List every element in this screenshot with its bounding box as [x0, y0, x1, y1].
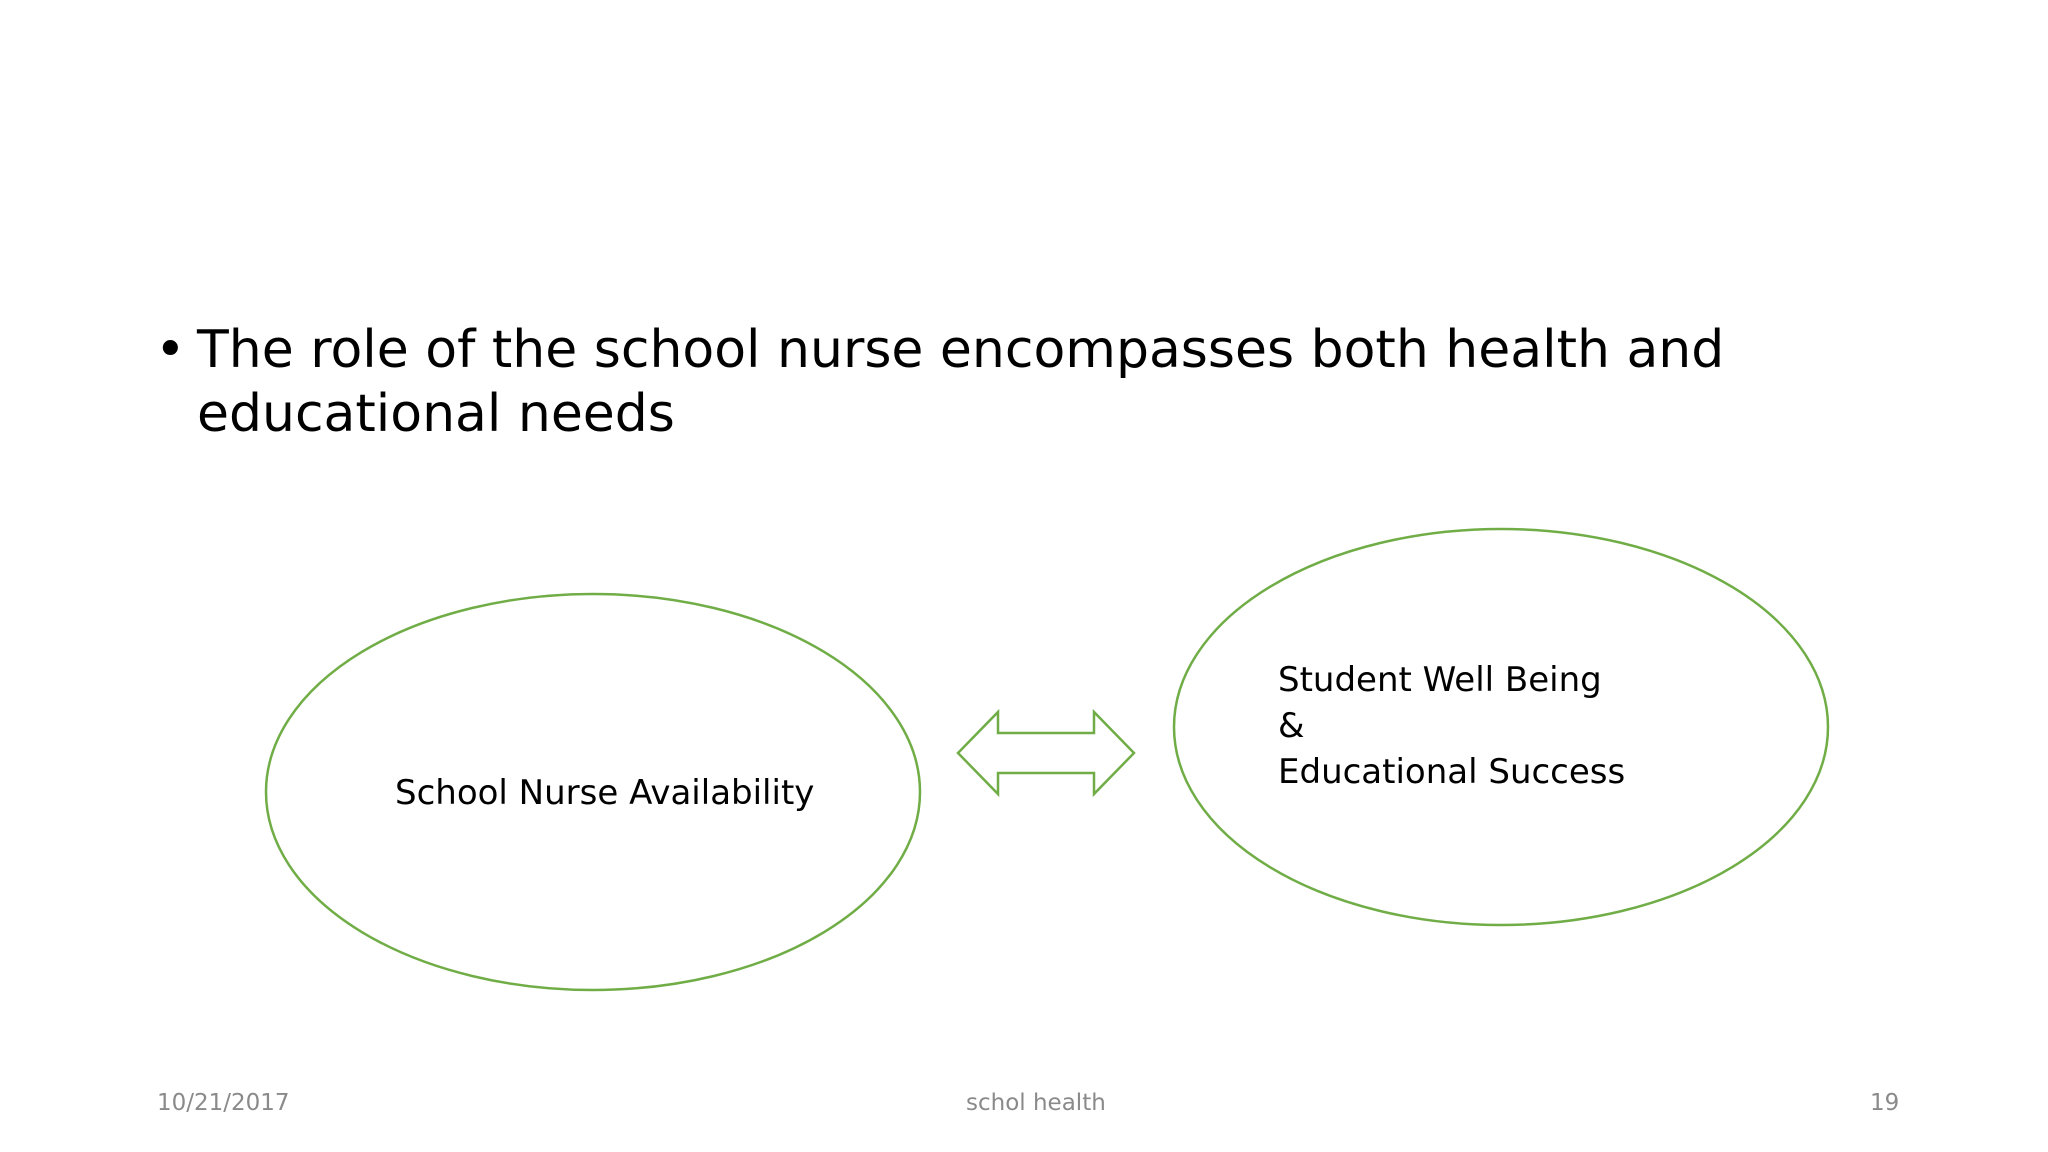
bullet-text: The role of the school nurse encompasses both health and educational needs [197, 320, 1725, 444]
left-node-label: School Nurse Availability [395, 773, 815, 813]
right-node-label [1278, 657, 1838, 795]
right-node-line-1: Student Well Being [1278, 660, 1602, 700]
right-node-line-2: & [1278, 706, 1305, 746]
right-node-line-3: Educational Success [1278, 752, 1626, 792]
footer-title: schol health [966, 1090, 1106, 1116]
bullet-marker: • [155, 320, 186, 380]
footer-page-number: 19 [1870, 1090, 1900, 1116]
footer-date: 10/21/2017 [157, 1090, 290, 1116]
